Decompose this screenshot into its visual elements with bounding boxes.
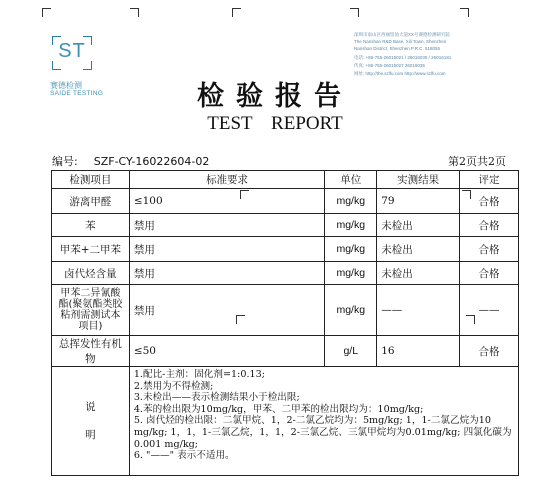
notes-label-char: 说 (85, 401, 96, 413)
header-standard: 标准要求 (129, 171, 324, 189)
notes-row (52, 367, 519, 476)
note-line: 5. 卤代烃的检出限：二氯甲烷、1，2-二氯乙烷均为：5mg/kg; 1，1-二氯乙烷为10 mg/kg; 1，1，1-三氯乙烷，1，1，2-三氯乙烷、三氯甲烷均为0.01mg/kg; 四氯化碳为0.001 mg/kg; (133, 415, 512, 450)
cell-standard: ≤50 (129, 336, 324, 367)
notes-label (52, 367, 130, 476)
cell-item: 甲苯+二甲苯 (52, 237, 130, 262)
company-address-en-2: Nanshan District, Shenzhen P.R.C. 518055 (354, 46, 440, 51)
table-row (52, 189, 519, 214)
cell-result: 未检出 (377, 237, 460, 262)
header-unit: 单位 (325, 171, 377, 189)
logo-name-en: SAIDE TESTING (50, 90, 104, 97)
logo-mark: ST (58, 40, 86, 62)
cell-item: 总挥发性有机物 (52, 336, 130, 367)
cell-result: 未检出 (377, 214, 460, 237)
test-results-table (51, 170, 519, 476)
notes-label-char: 明 (85, 429, 96, 441)
table-row (52, 237, 519, 262)
cell-evaluation: 合格 (460, 189, 519, 214)
cell-evaluation: 合格 (460, 262, 519, 285)
company-address-en: The Nanshan R&D Base, Xili Town, Shenzhen (354, 39, 447, 44)
report-number-label: 编号: (52, 155, 78, 168)
cell-result: 未检出 (377, 262, 460, 285)
crop-mark (350, 8, 359, 17)
page-number: 第2页共2页 (448, 155, 506, 168)
note-line: 6. "——" 表示不适用。 (133, 450, 235, 462)
company-fax: 传真: +86-755-26016027 26016035 (354, 63, 425, 68)
notes-cell (129, 367, 518, 476)
notes-label-text (56, 397, 125, 445)
note-line: 2.禁用为不得检测; (133, 380, 214, 392)
table-row (52, 336, 519, 367)
cell-result: 16 (377, 336, 460, 367)
note-line: 1.配比-主剂：固化剂=1:0.13; (133, 369, 265, 380)
crop-mark (42, 8, 51, 17)
logo-name-cn: 赛德检测 (50, 81, 82, 90)
table-header-row (52, 171, 519, 189)
company-website: 网址: http://the.szlfu.com http://www.szlfu.com (354, 71, 446, 76)
header-item: 检测项目 (52, 171, 130, 189)
table-row (52, 214, 519, 237)
header-result: 实测结果 (377, 171, 460, 189)
cell-unit: g/L (325, 336, 377, 367)
cell-standard: 禁用 (129, 285, 324, 336)
company-phone: 电话: +86-755-26016021 / 26016035 / 26016181 (354, 55, 452, 60)
cell-standard: 禁用 (129, 262, 324, 285)
cell-unit: mg/kg (325, 189, 377, 214)
cell-evaluation: —— (460, 285, 519, 336)
report-title-cn: 检验报告 (197, 81, 353, 112)
cell-unit: mg/kg (325, 262, 377, 285)
note-line: 3.未检出——表示检测结果小于检出限; (133, 392, 300, 404)
table-row (52, 262, 519, 285)
report-number-value: SZF-CY-16022604-02 (93, 155, 210, 168)
cell-evaluation: 合格 (460, 214, 519, 237)
crop-mark (460, 8, 469, 17)
report-title-en: TEST REPORT (207, 113, 343, 134)
cell-unit: mg/kg (325, 237, 377, 262)
crop-mark (130, 8, 139, 17)
table-row (52, 285, 519, 336)
cell-item: 甲苯二异氰酸酯(聚氨酯类胶粘剂需测试本项目) (52, 285, 130, 336)
cell-result: 79 (377, 189, 460, 214)
cell-item: 卤代烃含量 (52, 262, 130, 285)
cell-standard: ≤100 (129, 189, 324, 214)
cell-item: 游离甲醛 (52, 189, 130, 214)
cell-standard: 禁用 (129, 237, 324, 262)
logo (52, 36, 92, 70)
cell-standard: 禁用 (129, 214, 324, 237)
header-evaluation: 评定 (460, 171, 519, 189)
cell-item: 苯 (52, 214, 130, 237)
report-number (52, 153, 209, 169)
cell-evaluation: 合格 (460, 237, 519, 262)
crop-mark (232, 8, 241, 17)
cell-unit: mg/kg (325, 285, 377, 336)
cell-unit: mg/kg (325, 214, 377, 237)
cell-result: —— (377, 285, 460, 336)
company-address-cn: 深圳市南山区西丽留仙大道XX号赛德检测研究院 (354, 32, 451, 37)
cell-evaluation: 合格 (460, 336, 519, 367)
note-line: 4.苯的检出限为10mg/kg，甲苯、二甲苯的检出限均为：10mg/kg; (133, 403, 424, 415)
